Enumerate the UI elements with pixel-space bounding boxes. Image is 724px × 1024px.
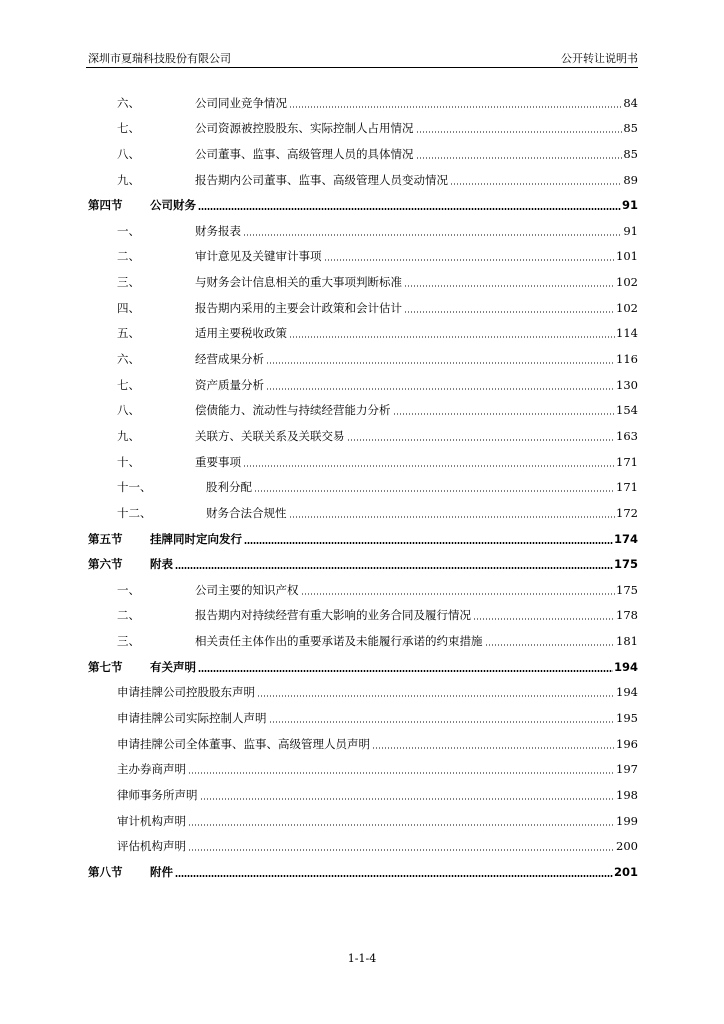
toc-entry-title: 公司同业竞争情况 <box>195 95 287 110</box>
toc-leader-dots <box>198 208 621 210</box>
toc-leader-dots <box>257 695 615 697</box>
toc-entry-title: 主办券商声明 <box>117 762 186 777</box>
toc-entry[interactable] <box>86 776 638 802</box>
toc-entry-title: 有关声明 <box>150 659 196 674</box>
toc-entry[interactable] <box>86 597 638 623</box>
toc-leader-dots <box>450 183 622 185</box>
toc-entry-title: 报告期内采用的主要会计政策和会计估计 <box>195 300 402 315</box>
toc-leader-dots <box>266 388 615 390</box>
toc-entry[interactable] <box>86 674 638 700</box>
toc-entry-number: 十二、 <box>117 505 152 520</box>
toc-entry-number: 六、 <box>117 352 140 367</box>
toc-leader-dots <box>175 567 613 569</box>
toc-entry-number: 四、 <box>117 300 140 315</box>
toc-entry[interactable] <box>86 161 638 187</box>
toc-leader-dots <box>289 336 615 338</box>
toc-entry[interactable] <box>86 725 638 751</box>
toc-entry[interactable] <box>86 494 638 520</box>
toc-entry[interactable] <box>86 340 638 366</box>
toc-entry[interactable] <box>86 469 638 495</box>
toc-entry-title: 律师事务所声明 <box>117 787 198 802</box>
toc-leader-dots <box>416 157 623 159</box>
toc-entry[interactable] <box>86 571 638 597</box>
toc-entry-title: 股利分配 <box>206 480 252 495</box>
toc-entry-title: 评估机构声明 <box>117 839 186 854</box>
toc-entry-page: 163 <box>616 428 638 443</box>
toc-entry[interactable] <box>86 699 638 725</box>
toc-entry-number: 七、 <box>117 121 140 136</box>
toc-entry-page: 198 <box>616 787 638 802</box>
header-company-name: 深圳市夏瑞科技股份有限公司 <box>88 52 231 65</box>
toc-leader-dots <box>254 490 615 492</box>
toc-leader-dots <box>200 798 616 800</box>
toc-entry-number: 第四节 <box>88 198 123 213</box>
toc-leader-dots <box>266 362 615 364</box>
toc-entry-page: 200 <box>616 839 638 854</box>
toc-entry-page: 116 <box>616 352 638 367</box>
toc-entry-page: 85 <box>623 146 638 161</box>
toc-entry-title: 公司财务 <box>150 198 196 213</box>
toc-leader-dots <box>393 413 616 415</box>
toc-entry[interactable] <box>86 622 638 648</box>
toc-entry-page: 84 <box>623 95 638 110</box>
toc-entry[interactable] <box>86 828 638 854</box>
toc-entry[interactable] <box>86 392 638 418</box>
toc-entry-page: 85 <box>623 121 638 136</box>
toc-entry-number: 一、 <box>117 582 140 597</box>
toc-leader-dots <box>188 824 615 826</box>
toc-leader-dots <box>198 670 613 672</box>
toc-entry-page: 114 <box>616 326 638 341</box>
toc-entry-page: 101 <box>616 249 638 264</box>
toc-entry-title: 申请挂牌公司实际控制人声明 <box>117 711 267 726</box>
toc-entry-page: 194 <box>613 659 638 674</box>
toc-entry-page: 154 <box>616 403 638 418</box>
toc-leader-dots <box>404 311 615 313</box>
toc-leader-dots <box>347 439 616 441</box>
toc-entry-page: 195 <box>616 711 638 726</box>
toc-entry-title: 审计意见及关键审计事项 <box>195 249 322 264</box>
toc-entry[interactable] <box>86 289 638 315</box>
toc-entry[interactable] <box>86 751 638 777</box>
toc-entry[interactable] <box>86 417 638 443</box>
toc-entry-title: 关联方、关联关系及关联交易 <box>195 428 345 443</box>
toc-entry-title: 挂牌同时定向发行 <box>150 531 242 546</box>
toc-entry-title: 偿债能力、流动性与持续经营能力分析 <box>195 403 391 418</box>
toc-leader-dots <box>188 849 615 851</box>
toc-entry-page: 196 <box>616 736 638 751</box>
toc-entry-number: 第八节 <box>88 864 123 879</box>
toc-leader-dots <box>243 234 622 236</box>
toc-leader-dots <box>301 593 616 595</box>
toc-entry-title: 申请挂牌公司控股股东声明 <box>117 685 255 700</box>
toc-entry[interactable] <box>86 238 638 264</box>
toc-entry-page: 171 <box>616 480 638 495</box>
toc-entry-title: 财务报表 <box>195 223 241 238</box>
toc-entry-number: 三、 <box>117 275 140 290</box>
toc-entry-page: 102 <box>616 300 638 315</box>
toc-entry[interactable] <box>86 135 638 161</box>
toc-leader-dots <box>416 131 623 133</box>
toc-leader-dots <box>404 285 615 287</box>
header-document-title: 公开转让说明书 <box>561 52 638 65</box>
toc-leader-dots <box>188 772 615 774</box>
toc-leader-dots <box>244 542 613 544</box>
toc-entry-number: 一、 <box>117 223 140 238</box>
toc-entry-number: 十一、 <box>117 480 152 495</box>
toc-entry[interactable] <box>86 212 638 238</box>
toc-leader-dots <box>243 465 615 467</box>
toc-entry[interactable] <box>86 110 638 136</box>
toc-entry-page: 175 <box>616 582 638 597</box>
toc-entry-number: 八、 <box>117 146 140 161</box>
toc-section-entry[interactable] <box>86 546 638 572</box>
toc-entry-page: 199 <box>616 813 638 828</box>
toc-entry[interactable] <box>86 802 638 828</box>
toc-entry[interactable] <box>86 84 638 110</box>
toc-entry[interactable] <box>86 366 638 392</box>
toc-leader-dots <box>289 516 616 518</box>
header-rule <box>86 67 638 68</box>
toc-entry-title: 与财务会计信息相关的重大事项判断标准 <box>195 275 402 290</box>
toc-entry-page: 89 <box>623 172 638 187</box>
toc-entry-page: 178 <box>616 608 638 623</box>
toc-entry-page: 194 <box>616 685 638 700</box>
toc-entry-number: 三、 <box>117 634 140 649</box>
toc-entry-page: 91 <box>623 223 638 238</box>
toc-entry[interactable] <box>86 443 638 469</box>
toc-entry-page: 171 <box>616 454 638 469</box>
toc-entry-page: 181 <box>616 634 638 649</box>
toc-entry-page: 174 <box>613 531 638 546</box>
toc-entry-title: 申请挂牌公司全体董事、监事、高级管理人员声明 <box>117 736 370 751</box>
toc-entry-page: 102 <box>616 275 638 290</box>
toc-leader-dots <box>269 721 616 723</box>
toc-entry-number: 二、 <box>117 249 140 264</box>
page-number: 1-1-4 <box>347 952 377 965</box>
toc-entry-title: 公司董事、监事、高级管理人员的具体情况 <box>195 146 414 161</box>
toc-entry-page: 197 <box>616 762 638 777</box>
toc-section-entry[interactable] <box>86 187 638 213</box>
toc-entry-number: 二、 <box>117 608 140 623</box>
toc-leader-dots <box>485 644 616 646</box>
toc-entry-title: 相关责任主体作出的重要承诺及未能履行承诺的约束措施 <box>195 634 483 649</box>
toc-entry-number: 七、 <box>117 377 140 392</box>
toc-entry-number: 六、 <box>117 95 140 110</box>
toc-entry-title: 报告期内公司董事、监事、高级管理人员变动情况 <box>195 172 448 187</box>
toc-leader-dots <box>372 747 615 749</box>
toc-entry-number: 十、 <box>117 454 140 469</box>
toc-entry-page: 91 <box>621 198 638 213</box>
table-of-contents <box>86 84 638 879</box>
toc-entry-title: 附件 <box>150 864 173 879</box>
toc-entry-title: 适用主要税收政策 <box>195 326 287 341</box>
toc-entry-number: 五、 <box>117 326 140 341</box>
toc-entry[interactable] <box>86 263 638 289</box>
toc-leader-dots <box>289 106 622 108</box>
toc-entry-page: 201 <box>613 864 638 879</box>
toc-entry-title: 重要事项 <box>195 454 241 469</box>
toc-section-entry[interactable] <box>86 520 638 546</box>
toc-entry-title: 公司资源被控股股东、实际控制人占用情况 <box>195 121 414 136</box>
toc-entry-number: 九、 <box>117 172 140 187</box>
toc-entry-title: 财务合法合规性 <box>206 505 287 520</box>
toc-entry-number: 第五节 <box>88 531 123 546</box>
toc-entry-page: 130 <box>616 377 638 392</box>
toc-entry-title: 公司主要的知识产权 <box>195 582 299 597</box>
toc-leader-dots <box>324 259 616 261</box>
toc-entry-page: 172 <box>616 505 638 520</box>
toc-entry[interactable] <box>86 315 638 341</box>
toc-entry-number: 九、 <box>117 428 140 443</box>
toc-leader-dots <box>175 875 613 877</box>
toc-entry-title: 报告期内对持续经营有重大影响的业务合同及履行情况 <box>195 608 471 623</box>
toc-entry-number: 八、 <box>117 403 140 418</box>
toc-entry-title: 经营成果分析 <box>195 352 264 367</box>
toc-entry-title: 资产质量分析 <box>195 377 264 392</box>
toc-section-entry[interactable] <box>86 648 638 674</box>
toc-leader-dots <box>473 618 615 620</box>
toc-entry-title: 审计机构声明 <box>117 813 186 828</box>
toc-entry-number: 第六节 <box>88 557 123 572</box>
toc-entry-number: 第七节 <box>88 659 123 674</box>
toc-entry-title: 附表 <box>150 557 173 572</box>
toc-entry-page: 175 <box>613 557 638 572</box>
toc-section-entry[interactable] <box>86 853 638 879</box>
